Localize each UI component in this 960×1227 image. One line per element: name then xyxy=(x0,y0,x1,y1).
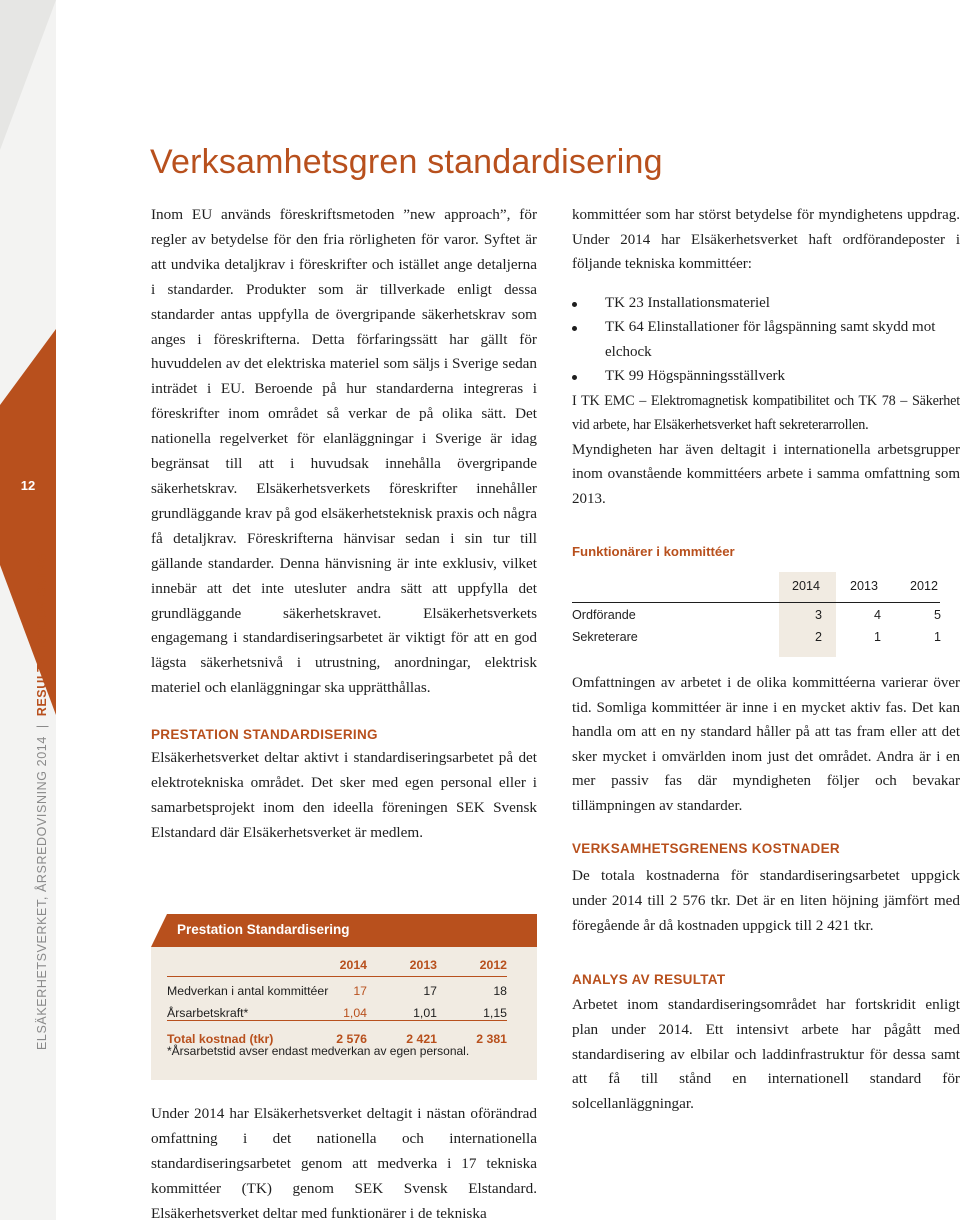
func-table xyxy=(572,572,960,657)
prestation-table-box xyxy=(151,914,537,1080)
cell-value: 18 xyxy=(493,984,507,998)
cell-value: 17 xyxy=(353,984,367,998)
left-column-continued xyxy=(151,1102,537,1227)
prestation-table-title: Prestation Standardisering xyxy=(177,922,350,937)
running-header-vertical xyxy=(35,553,49,1050)
cell-value: 2 381 xyxy=(476,1032,507,1046)
year-header: 2012 xyxy=(910,579,939,593)
margin-decoration xyxy=(0,0,56,150)
prestation-table-header xyxy=(151,914,537,947)
row-label: Årsarbetskraft* xyxy=(167,1006,249,1020)
international-paragraph: Myndigheten har även deltagit i internationella arbetsgrupper inom ovanstående kommittéers arbete i samma omfattning som 2013. xyxy=(572,441,960,507)
year-header: 2013 xyxy=(850,579,879,593)
section-label: RESULTATREDOVISNING xyxy=(35,553,49,717)
analysis-paragraph: Arbetet inom standardiseringsområdet har fortskridit enligt plan under 2014. Ett intensivt arbete har pågått med standardisering av elbilar och laddinfrastruktur för dessa samt att få till stånd en internationell standard för solcellanläggningar. xyxy=(572,995,960,1113)
table-rule xyxy=(167,976,507,977)
year-header: 2014 xyxy=(792,579,821,593)
row-label: Total kostnad (tkr) xyxy=(167,1032,274,1046)
publisher-label: ELSÄKERHETSVERKET, ÅRSREDOVISNING 2014 xyxy=(35,736,49,1050)
list-item: TK 64 Elinstallationer för lågspänning samt skydd mot elchock xyxy=(572,315,960,364)
row-label: Medverkan i antal kommittéer xyxy=(167,984,329,998)
prestation-heading: PRESTATION STANDARDISERING xyxy=(151,727,378,743)
committees-intro: kommittéer som har störst betydelse för myndighetens uppdrag. Under 2014 har Elsäkerhetsverket haft ordförandeposter i följande tekniska kommittéer: xyxy=(572,207,960,272)
intro-paragraph: Inom EU används föreskriftsmetoden ”new approach”, för regler av betydelse för den fria rörligheten för varor. Syftet är att undvika detaljkrav i föreskrifter och istället ange detaljerna i standarder. Produkter som är tillverkade enligt dessa standarder antas uppfylla de övergripande säkerhetskrav som anges i föreskrifterna. Detta förfaringssätt har gällt för huvuddelen av det elektriska materiel som säljs i Sverige sedan inträdet i EU. Beroende på hur standarderna integreras i föreskrifter inom området så verkar de på olika sätt. Det nationella regelverket för elanläggningar i Sverige är idag begränsat till att i huvudsak innehålla övergripande säkerhetskrav. Elsäkerhetsverkets föreskrifter innehåller grundläggande krav på god elsäkerhetsteknisk praxis och några få detaljkrav. Föreskrifterna hänvisar sedan i sin tur till gällande standarder. Denna hänvisning är inte exklusiv, vilket innebär att det inte utesluter andra sätt att uppfylla det grundläggande säkerhetskravet. Elsäkerhetsverkets engagemang i standardiseringsarbetet är viktigt för att en god lägsta säkerhetsnivå i utrustning, anordningar, elektrisk materiel och elanläggningar ska upprätthållas. xyxy=(151,206,537,697)
cell-value: 1,01 xyxy=(413,1006,437,1020)
list-item: TK 99 Högspänningsställverk xyxy=(572,364,960,389)
table-rule xyxy=(572,602,940,603)
table-footnote: *Årsarbetstid avser endast medverkan av egen personal. xyxy=(167,1044,470,1058)
page-number: 12 xyxy=(20,478,36,493)
year-header: 2013 xyxy=(409,958,437,972)
table-rule xyxy=(167,1020,507,1021)
list-item: TK 23 Installationsmateriel xyxy=(572,291,960,316)
cell-value: 1 xyxy=(934,630,942,644)
prestation-table xyxy=(167,958,507,1054)
cell-value: 2 421 xyxy=(406,1032,437,1046)
row-label: Ordförande xyxy=(572,608,636,622)
right-column xyxy=(572,203,960,1117)
cell-value: 3 xyxy=(815,608,823,622)
cell-value: 1 xyxy=(874,630,882,644)
cell-value: 2 576 xyxy=(336,1032,367,1046)
scope-paragraph: Omfattningen av arbetet i de olika kommittéerna varierar över tid. Somliga kommittéer är inne i en mycket aktiv fas. Det kan handla om att en ny standard håller på att tas fram eller att det sker mycket i omvärlden inom just det området. Andra är i en mer passiv fas där myndigheten följer och bevakar tillämpningen av standarder. xyxy=(572,675,960,814)
cell-value: 1,15 xyxy=(483,1006,507,1020)
table-row xyxy=(167,1006,507,1028)
committee-list xyxy=(572,291,960,389)
tk-emc-paragraph: I TK EMC – Elektromagnetisk kompatibilitet och TK 78 – Säkerhet vid arbete, har Elsäkerhetsverket haft sekreterarrollen. xyxy=(572,392,960,433)
cell-value: 2 xyxy=(815,630,823,644)
analysis-heading: ANALYS AV RESULTAT xyxy=(572,971,726,987)
costs-heading: VERKSAMHETSGRENENS KOSTNADER xyxy=(572,841,840,856)
year-header: 2012 xyxy=(479,958,507,972)
year-header: 2014 xyxy=(339,958,367,972)
closing-paragraph: Under 2014 har Elsäkerhetsverket deltagit i nästan oförändrad omfattning i det nationella och internationella standardiseringsarbetet genom att medverka i 17 tekniska kommittéer (TK) genom SEK Svensk Elstandard. Elsäkerhetsverket deltar med funktionärer i de tekniska xyxy=(151,1105,537,1222)
left-column xyxy=(151,203,537,846)
costs-paragraph: De totala kostnaderna för standardiseringsarbetet uppgick under 2014 till 2 576 tkr. Det är en liten höjning jämfört med föregående år då kostnaden uppgick till 2 421 tkr. xyxy=(572,867,960,934)
label-separator: | xyxy=(35,724,49,729)
page-title: Verksamhetsgren standardisering xyxy=(150,143,663,181)
cell-value: 1,04 xyxy=(343,1006,367,1020)
row-label: Sekreterare xyxy=(572,630,638,644)
table-row xyxy=(167,984,507,1006)
func-table-title: Funktionärer i kommittéer xyxy=(572,544,735,559)
cell-value: 5 xyxy=(934,608,942,622)
cell-value: 17 xyxy=(423,984,437,998)
cell-value: 4 xyxy=(874,608,882,622)
prestation-paragraph: Elsäkerhetsverket deltar aktivt i standardiseringsarbetet på det elektrotekniska området. Det sker med egen personal eller i samarbetsprojekt inom den ideella föreningen SEK Svensk Elstandard där Elsäkerhetsverket är medlem. xyxy=(151,749,537,841)
